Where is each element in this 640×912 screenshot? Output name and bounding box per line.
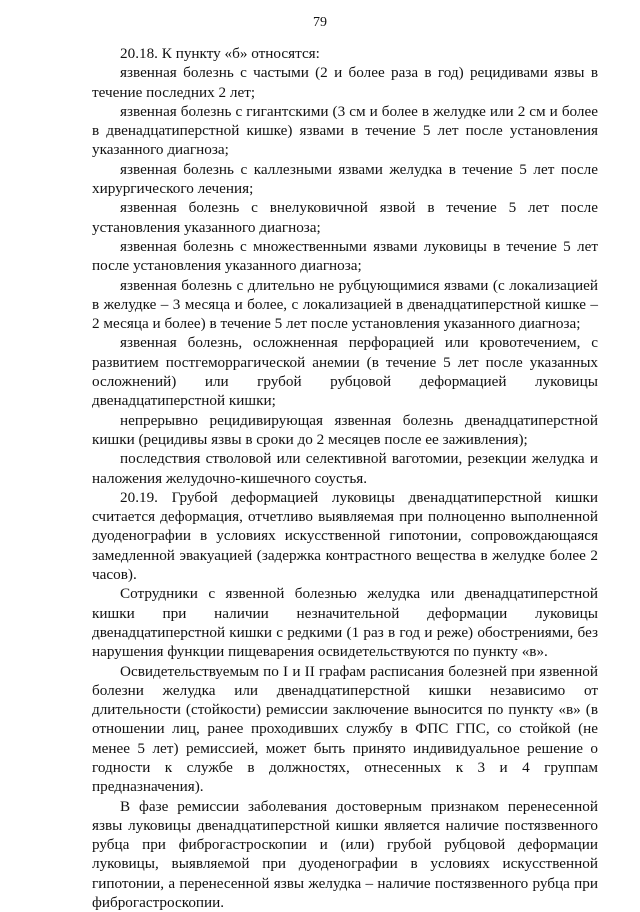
paragraph-examined-remission: Освидетельствуемым по I и II графам расписания болезней при язвенной болезни желудка или двенадцатиперстной кишки независимо от длительности (стойкости) ремиссии заключение выносится по пункту «в» (в отношении лиц, ранее проходивших службу в ФПС ГПС, со стойкой (не менее 5 лет) ремиссией, может быть принято индивидуальное решение о годности к службе в должностях, отнесенных к 3 и 4 группам предназначения). xyxy=(92,662,598,796)
paragraph-multiple-ulcers: язвенная болезнь с множественными язвами луковицы в течение 5 лет после установления указанного диагноза; xyxy=(92,237,598,275)
paragraph-frequent-relapses: язвенная болезнь с частыми (2 и более раза в год) рецидивами язвы в течение последних 2 лет; xyxy=(92,64,598,101)
paragraph-giant-ulcers: язвенная болезнь с гигантскими (3 см и более в желудке или 2 см и более в двенадцатиперстной кишке) язвами в течение 5 лет после установления указанного диагноза; xyxy=(92,102,598,159)
paragraph-continuous-relapse: непрерывно рецидивирующая язвенная болезнь двенадцатиперстной кишки (рецидивы язвы в сроки до 2 месяцев после ее заживления); xyxy=(92,411,598,448)
paragraph-vagotomy-consequences: последствия стволовой или селективной ваготомии, резекции желудка и наложения желудочно-кишечного соустья. xyxy=(92,450,598,487)
paragraph-20-19-deformation: 20.19. Грубой деформацией луковицы двенадцатиперстной кишки считается деформация, отчетливо выявляемая при полноценно выполненной дуоденографии в условиях искусственной гипотонии, сопровождающаяся замедленной эвакуацией (задержка контрастного вещества в желудке более 2 часов). xyxy=(92,488,598,584)
page-number: 79 xyxy=(313,15,327,30)
paragraph-non-healing-ulcers: язвенная болезнь с длительно не рубцующимися язвами (с локализацией в желудке – 3 месяца и более, с локализацией в двенадцатиперстной кишке – 2 месяца и более) в течение 5 лет после установления указанного диагноза; xyxy=(92,276,598,333)
paragraph-extrabulbar-ulcer: язвенная болезнь с внелуковичной язвой в течение 5 лет после установления указанного диагноза; xyxy=(92,199,598,236)
paragraph-employees-minor-deformation: Сотрудники с язвенной болезнью желудка или двенадцатиперстной кишки при наличии незначительной деформации луковицы двенадцатиперстной кишки с редкими (1 раз в год и реже) обострениями, без нарушения функции пищеварения освидетельствуются по пункту «в». xyxy=(92,585,598,661)
document-body xyxy=(92,44,598,912)
paragraph-complicated-ulcer: язвенная болезнь, осложненная перфорацией или кровотечением, с развитием постгеморрагической анемии (в течение 5 лет после указанных осложнений) или грубой рубцовой деформацией луковицы двенадцатиперстной кишки; xyxy=(92,334,598,410)
paragraph-remission-phase-sign: В фазе ремиссии заболевания достоверным признаком перенесенной язвы луковицы двенадцатиперстной кишки является наличие постязвенного рубца при фиброгастроскопии и (или) грубой рубцовой деформации луковицы, выявляемой при дуоденографии в условиях искусственной гипотонии, а перенесенной язвы желудка – наличие постязвенного рубца при фиброгастроскопии. xyxy=(92,797,598,912)
paragraph-callous-ulcers: язвенная болезнь с каллезными язвами желудка в течение 5 лет после хирургического лечения; xyxy=(92,160,598,198)
paragraph-20-18-heading: 20.18. К пункту «б» относятся: xyxy=(120,45,320,62)
